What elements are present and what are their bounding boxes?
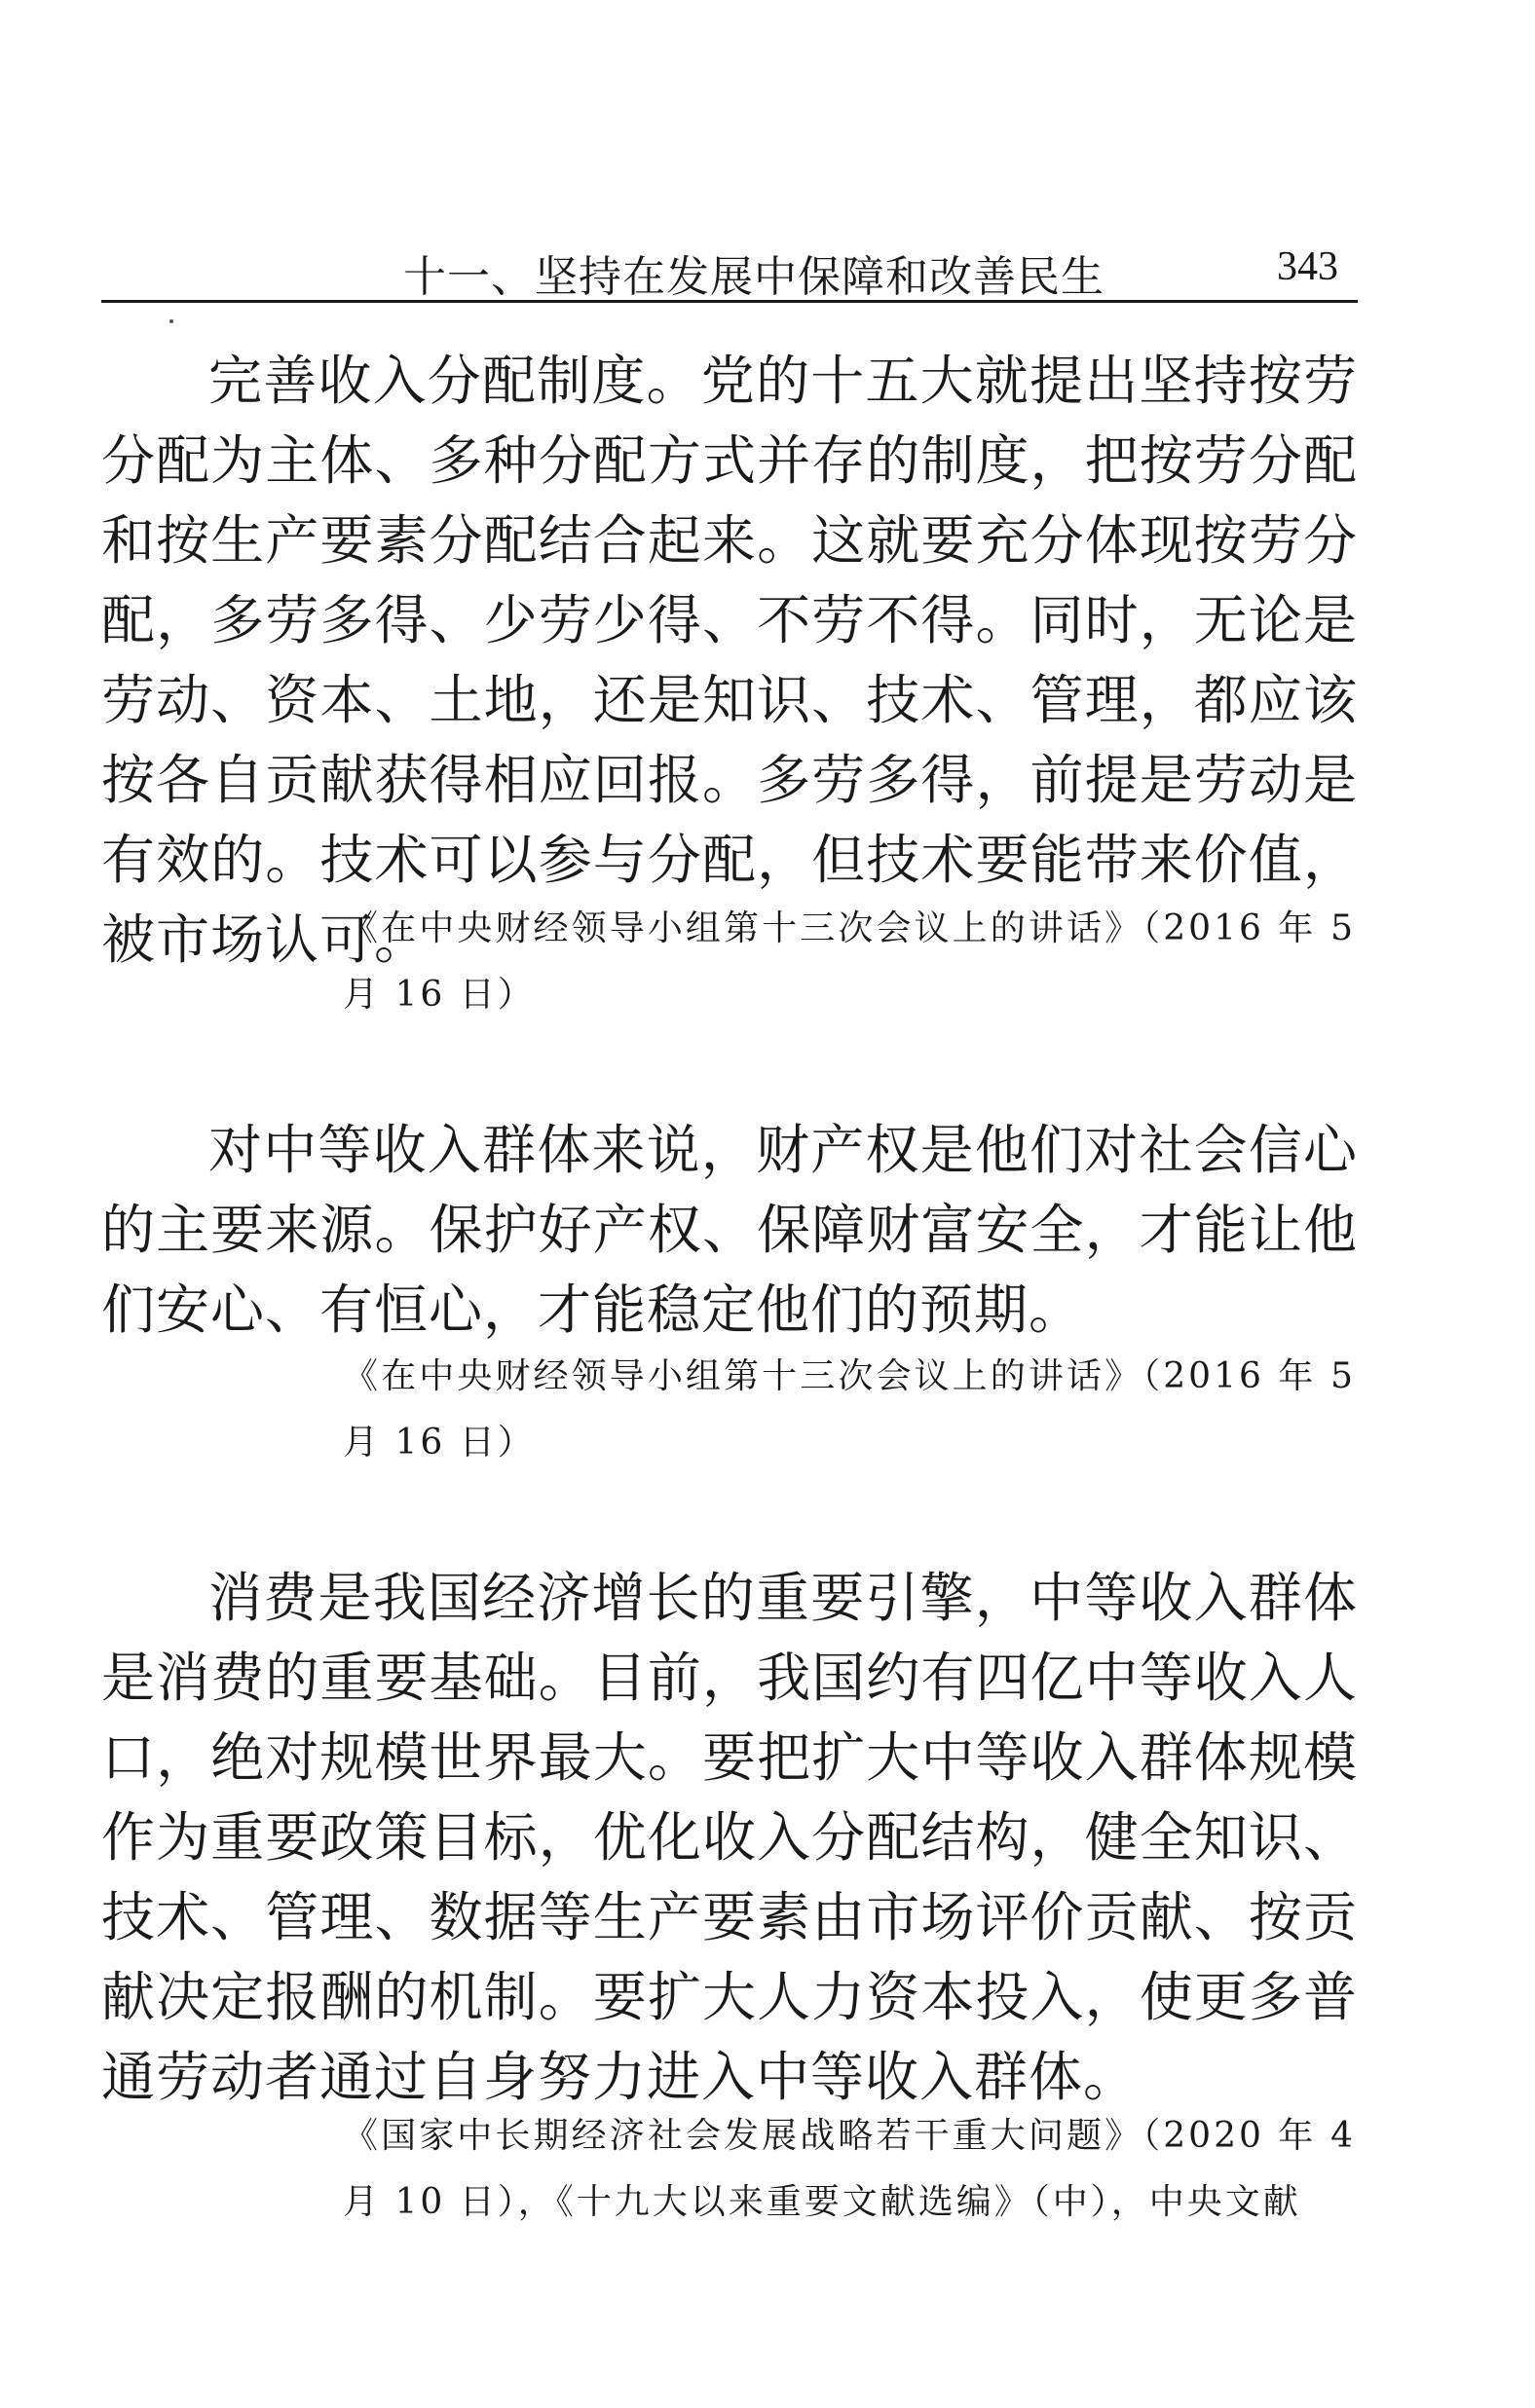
chapter-title: 十一、坚持在发展中保障和改善民生 [403, 252, 1104, 302]
body-paragraph: 完善收入分配制度。党的十五大就提出坚持按劳分配为主体、多种分配方式并存的制度，把按劳分配和按生产要素分配结合起来。这就要充分体现按劳分配，多劳多得、少劳少得、不劳不得。同时，无论是劳动、资本、土地，还是知识、技术、管理，都应该按各自贡献获得相应回报。多劳多得，前提是劳动是有效的。技术可以参与分配，但技术要能带来价值，被市场认可。 [101, 350, 1358, 971]
source-citation: 《国家中长期经济社会发展战略若干重大问题》（2020 年 4 月 10 日），《十九大以来重要文献选编》（中），中央文献 [343, 2116, 1356, 2222]
running-header [101, 222, 1358, 303]
ink-speck [169, 319, 173, 323]
source-citation: 《在中央财经领导小组第十三次会议上的讲话》（2016 年 5 月 16 日） [343, 908, 1356, 1015]
page-number: 343 [1277, 244, 1338, 289]
body-paragraph: 消费是我国经济增长的重要引擎，中等收入群体是消费的重要基础。目前，我国约有四亿中等收入人口，绝对规模世界最大。要把扩大中等收入群体规模作为重要政策目标，优化收入分配结构，健全知识、技术、管理、数据等生产要素由市场评价贡献、按贡献决定报酬的机制。要扩大人力资本投入，使更多普通劳动者通过自身努力进入中等收入群体。 [101, 1567, 1358, 2108]
source-citation: 《在中央财经领导小组第十三次会议上的讲话》（2016 年 5 月 16 日） [343, 1356, 1356, 1463]
body-paragraph: 对中等收入群体来说，财产权是他们对社会信心的主要来源。保护好产权、保障财富安全，才能让他们安心、有恒心，才能稳定他们的预期。 [101, 1119, 1358, 1341]
